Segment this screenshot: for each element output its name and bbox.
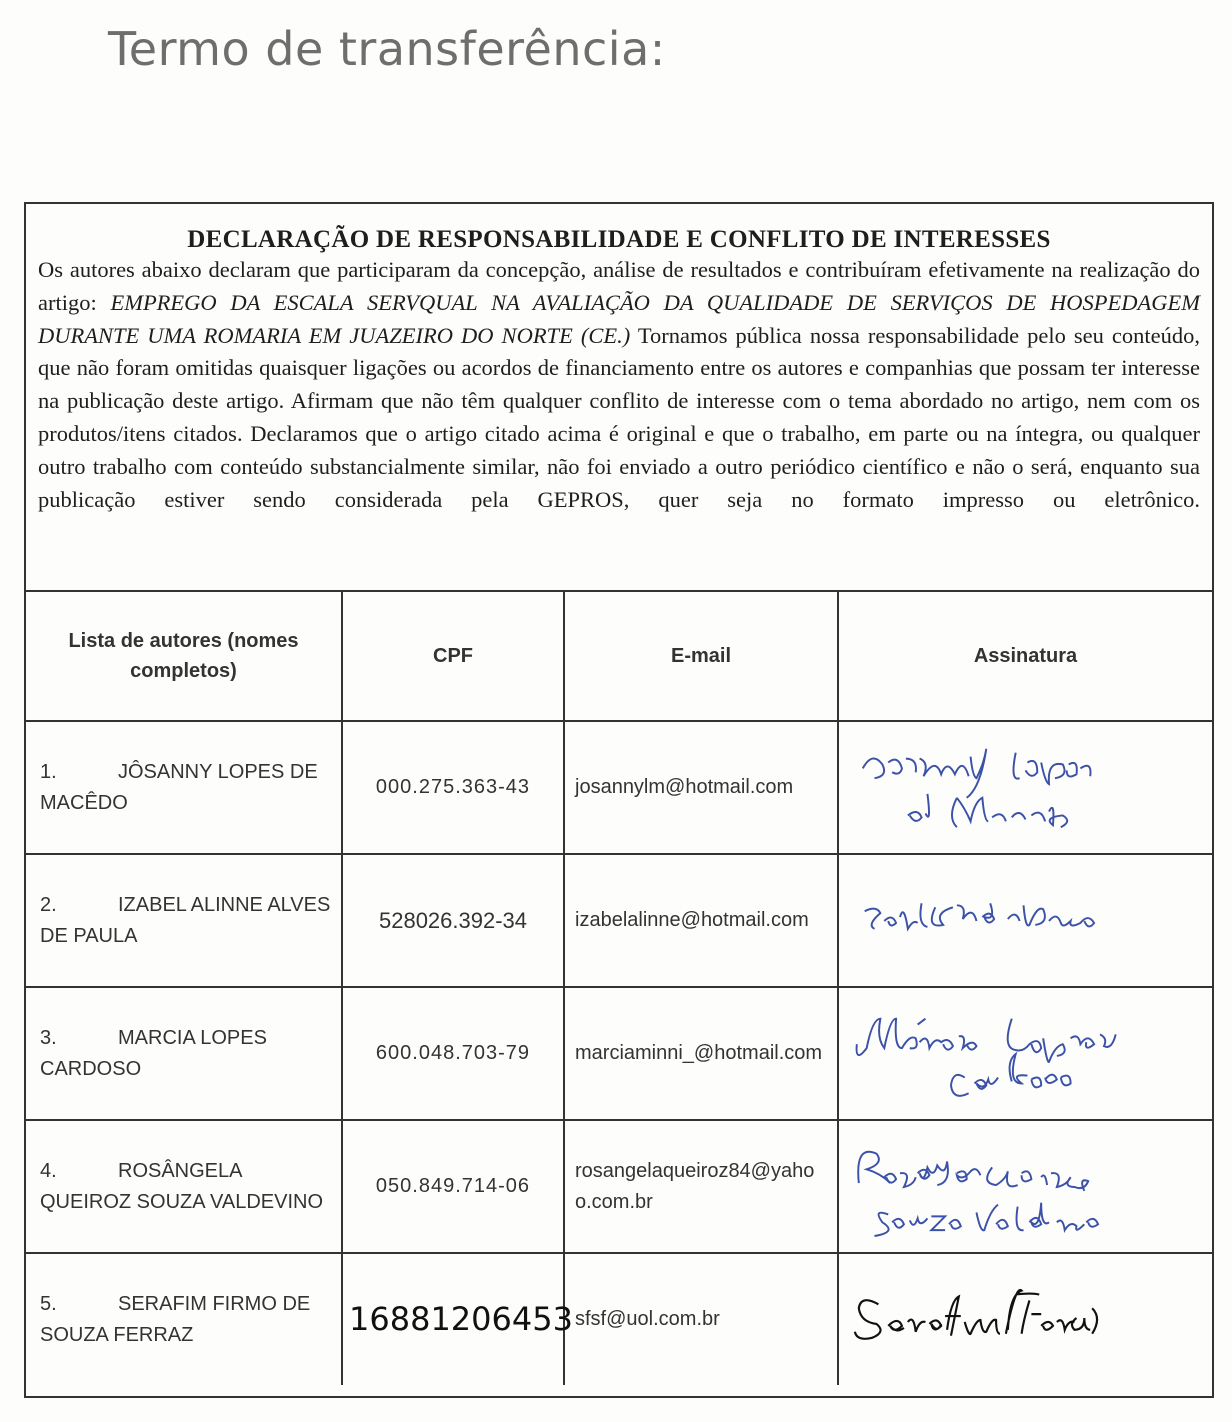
author-number: 5. xyxy=(40,1292,57,1315)
author-number: 4. xyxy=(40,1159,57,1182)
author-cpf: 16881206453 xyxy=(342,1253,564,1385)
signature-1-image xyxy=(849,728,1202,848)
declaration-form xyxy=(24,202,1214,1398)
author-email: rosangelaqueiroz84@yahoo.com.br xyxy=(564,1120,838,1253)
table-row xyxy=(26,987,1212,1120)
declaration-heading: DECLARAÇÃO DE RESPONSABILIDADE E CONFLITO DE INTERESSES xyxy=(187,226,1051,253)
author-email: marciaminni_@hotmail.com xyxy=(564,987,838,1120)
declaration-body: Tornamos pública nossa responsabilidade pelo seu conteúdo, que não foram omitidas quaisquer ligações ou acordos de financiamento entre os autores e companhias que possam ter interesse na publicação deste artigo. Afirmam que não têm qualquer conflito de interesse com o tema abordado no artigo, nem com os produtos/itens citados. Declaramos que o artigo citado acima é original e que o trabalho, em parte ou na íntegra, ou qualquer outro trabalho com conteúdo substancialmente similar, não foi enviado a outro periódico científico e não o será, enquanto sua publicação estiver sendo considerada pela GEPROS, quer seja no formato impresso ou eletrônico. xyxy=(38,322,1200,512)
author-email: josannylm@hotmail.com xyxy=(564,721,838,854)
header-name: Lista de autores (nomes completos) xyxy=(26,592,342,721)
declaration-intro: Os autores abaixo declaram que participaram da concepção, análise de resultados e contribuíram efetivamente na realização do artigo: xyxy=(38,257,1200,315)
author-name-cell xyxy=(26,854,342,987)
header-email: E-mail xyxy=(564,592,838,721)
author-signature xyxy=(838,1253,1212,1385)
author-signature xyxy=(838,854,1212,987)
header-signature: Assinatura xyxy=(838,592,1212,721)
author-cpf: 000.275.363-43 xyxy=(342,721,564,854)
author-name: IZABEL ALINNE ALVES DE PAULA xyxy=(40,893,331,947)
author-name: MARCIA LOPES CARDOSO xyxy=(40,1026,267,1080)
authors-table xyxy=(26,592,1212,1385)
author-number: 3. xyxy=(40,1026,57,1049)
signature-2-image xyxy=(849,861,1202,981)
table-row xyxy=(26,1253,1212,1385)
signature-4-image xyxy=(849,1127,1202,1247)
author-cpf: 600.048.703-79 xyxy=(342,987,564,1120)
article-title: EMPREGO DA ESCALA SERVQUAL NA AVALIAÇÃO DA QUALIDADE DE SERVIÇOS DE HOSPEDAGEM DURANTE UMA ROMARIA EM JUAZEIRO DO NORTE (CE.) xyxy=(38,289,1201,348)
author-name: SERAFIM FIRMO DE SOUZA FERRAZ xyxy=(40,1292,311,1346)
author-cpf: 528026.392-34 xyxy=(342,854,564,987)
table-row xyxy=(26,854,1212,987)
author-name: JÔSANNY LOPES DE MACÊDO xyxy=(40,760,318,814)
author-number: 2. xyxy=(40,893,57,916)
author-signature xyxy=(838,1120,1212,1253)
author-email: sfsf@uol.com.br xyxy=(564,1253,838,1385)
author-number: 1. xyxy=(40,760,57,783)
page-title: Termo de transferência: xyxy=(108,22,666,76)
author-name-cell xyxy=(26,721,342,854)
table-header-row xyxy=(26,592,1212,721)
author-name: ROSÂNGELA QUEIROZ SOUZA VALDEVINO xyxy=(40,1159,324,1213)
table-row xyxy=(26,721,1212,854)
declaration-text xyxy=(38,254,1200,516)
signature-5-image xyxy=(849,1260,1202,1380)
signature-3-image xyxy=(849,994,1202,1114)
author-name-cell xyxy=(26,987,342,1120)
table-row xyxy=(26,1120,1212,1253)
header-cpf: CPF xyxy=(342,592,564,721)
author-name-cell xyxy=(26,1120,342,1253)
declaration-section xyxy=(26,204,1212,592)
author-signature xyxy=(838,987,1212,1120)
author-name-cell xyxy=(26,1253,342,1385)
author-signature xyxy=(838,721,1212,854)
author-cpf: 050.849.714-06 xyxy=(342,1120,564,1253)
author-email: izabelalinne@hotmail.com xyxy=(564,854,838,987)
